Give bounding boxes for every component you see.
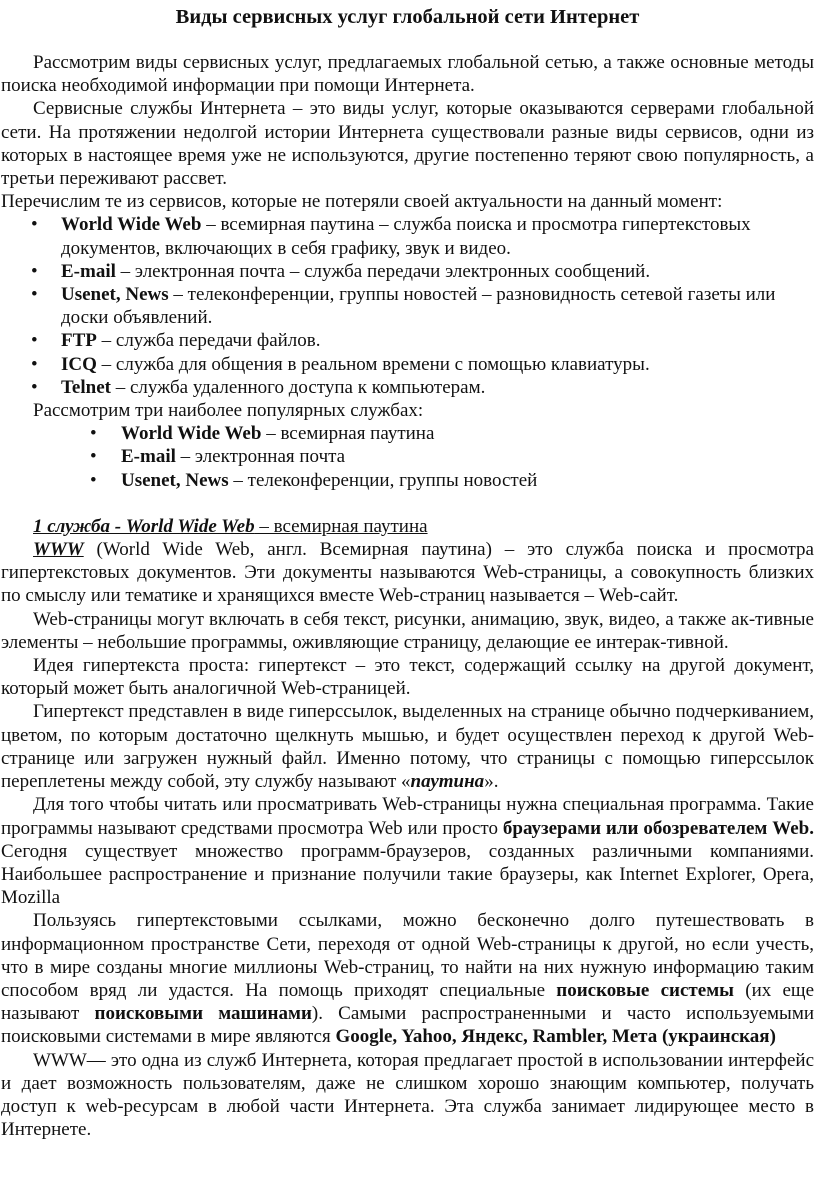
service-name: ICQ [61, 353, 97, 375]
list-item [1, 445, 814, 468]
search-text-2: (их еще называют [1, 979, 814, 1025]
services-list [1, 213, 814, 399]
search-text-3: ). Самыми распространенными и часто используемыми поисковыми системами в мире являются [1, 1003, 815, 1048]
service-name: Telnet [61, 376, 111, 398]
service-desc: – телеконференции, группы новостей [228, 469, 538, 491]
service-desc: – всемирная паутина [261, 423, 435, 445]
service-desc: – телеконференции, группы новостей – разновидность сетевой газеты или доски объявлений. [61, 284, 776, 329]
browsers-text-1: Для того чтобы читать или просматривать Web-страницы нужна специальная программа. Такие программы называют средствами просмотра Web или просто [1, 794, 814, 839]
page-title: Виды сервисных услуг глобальной сети Интернет [175, 6, 640, 28]
hypertext-idea-paragraph: Идея гипертекста проста: гипертекст – это текст, содержащий ссылку на другой документ, который может быть аналогичной Web-страницей. [1, 655, 814, 700]
intro-paragraph-2: Сервисные службы Интернета – это виды услуг, которые оказываются серверами глобальной сети. На протяжении недолгой истории Интернета существовали разные виды сервисов, одни из которых в настоящее время уже не используются, другие постепенно теряют свою популярность, а третьи переживают рассвет. [1, 98, 814, 190]
list-item [1, 422, 814, 445]
bullet-icon: • [31, 260, 38, 282]
browsers-term: браузерами или обозревателем Web. [502, 817, 814, 839]
section-heading-subtitle: – всемирная паутина [254, 515, 428, 537]
bullet-icon: • [31, 284, 38, 306]
service-desc: – служба для общения в реальном времени с помощью клавиатуры. [96, 353, 650, 375]
service-desc: – электронная почта – служба передачи электронных сообщений. [115, 260, 651, 282]
service-name: World Wide Web [121, 423, 262, 445]
list-item [1, 260, 814, 283]
www-definition-text: (World Wide Web, англ. Всемирная паутина) – это служба поиска и просмотра гипертекстовых документов. Эти документы называются Web-страницы, а совокупность близких по смыслу или тематике и хранящихся вместе Web-страниц называется – Web-сайт. [1, 539, 814, 607]
service-name: FTP [61, 330, 97, 352]
popular-services-list [1, 422, 814, 492]
service-desc: – служба удаленного доступа к компьютерам. [110, 376, 486, 398]
service-desc: – служба передачи файлов. [96, 330, 321, 352]
webpages-paragraph: Web-страницы могут включать в себя текст, рисунки, анимацию, звук, видео, а также ак-тивные элементы – небольшие программы, оживляющие страницу, делающие ее интерак-тивной. [1, 608, 814, 653]
list-item [1, 283, 814, 329]
service-name: Usenet, News [61, 284, 169, 306]
intro-paragraph-1: Рассмотрим виды сервисных услуг, предлагаемых глобальной сетью, а также основные методы поиска необходимой информации при помощи Интернета. [1, 52, 814, 97]
browsers-paragraph [1, 793, 814, 909]
service-desc: – всемирная паутина – служба поиска и просмотра гипертекстовых документов, включающих в себя графику, звук и видео. [61, 214, 751, 259]
section-heading-title: 1 служба - World Wide Web [33, 515, 255, 537]
hyperlinks-paragraph [1, 700, 814, 793]
bullet-icon: • [31, 376, 38, 398]
service-name: E-mail [121, 446, 176, 468]
hyperlinks-text: Гипертекст представлен в виде гиперссылок, выделенных на странице обычно подчеркиванием, цветом, по которым достаточно щелкнуть мышью, и будет осуществлен переход к другой Web-странице или загружен нужный файл. Именно потому, что страницы с помощью гиперссылок переплетены между собой, эту службу называют « [1, 701, 814, 793]
service-desc: – электронная почта [175, 446, 346, 468]
list-item [1, 469, 814, 492]
search-engines-list: Google, Yahoo, Яндекс, Rambler, Мета (украинская) [335, 1026, 776, 1048]
bullet-icon: • [90, 423, 97, 445]
bullet-icon: • [31, 330, 38, 352]
service-name: E-mail [61, 260, 116, 282]
www-summary-paragraph: WWW— это одна из служб Интернета, которая предлагает простой в использовании интерфейс и дает возможность пользователям, даже не слишком хорошо знающим компьютер, получать доступ к web-ресурсам в любой части Интернета. Эта служба занимает лидирующее место в Интернете. [1, 1049, 814, 1141]
service-name: World Wide Web [61, 214, 202, 236]
www-term: WWW [33, 539, 84, 561]
www-definition-paragraph [1, 538, 814, 608]
spacer [1, 492, 814, 515]
search-term-1: поисковые системы [556, 979, 734, 1001]
service-name: Usenet, News [121, 469, 229, 491]
search-term-2: поисковыми машинами [94, 1003, 312, 1025]
list-item [1, 329, 814, 352]
list-item [1, 213, 814, 259]
search-text-1: Пользуясь гипертекстовыми ссылками, можно бесконечно долго путешествовать в информационном пространстве Сети, переходя от одной Web-страницы к другой, но если учесть, что в мире созданы многие миллионы Web-страниц, то найти на них нужную информацию таким способом вряд ли удастся. На помощь приходят специальные [1, 910, 814, 1001]
services-list-intro: Перечислим те из сервисов, которые не потеряли своей актуальности на данный момент: [1, 191, 723, 213]
bullet-icon: • [90, 469, 97, 491]
bullet-icon: • [31, 353, 38, 375]
list-item [1, 376, 814, 399]
browsers-text-2: Сегодня существует множество программ-браузеров, созданных различными компаниями. Наибольшее распространение и признание получили такие браузеры, как Internet Explorer, Opera, Mozilla [1, 840, 814, 909]
section-heading [1, 515, 814, 538]
search-systems-paragraph [1, 909, 814, 1048]
bullet-icon: • [90, 446, 97, 468]
popular-list-intro: Рассмотрим три наиболее популярных службах: [33, 400, 424, 422]
hyperlinks-end: ». [484, 771, 499, 793]
web-term: паутина [410, 771, 485, 793]
bullet-icon: • [31, 214, 38, 236]
list-item [1, 353, 814, 376]
